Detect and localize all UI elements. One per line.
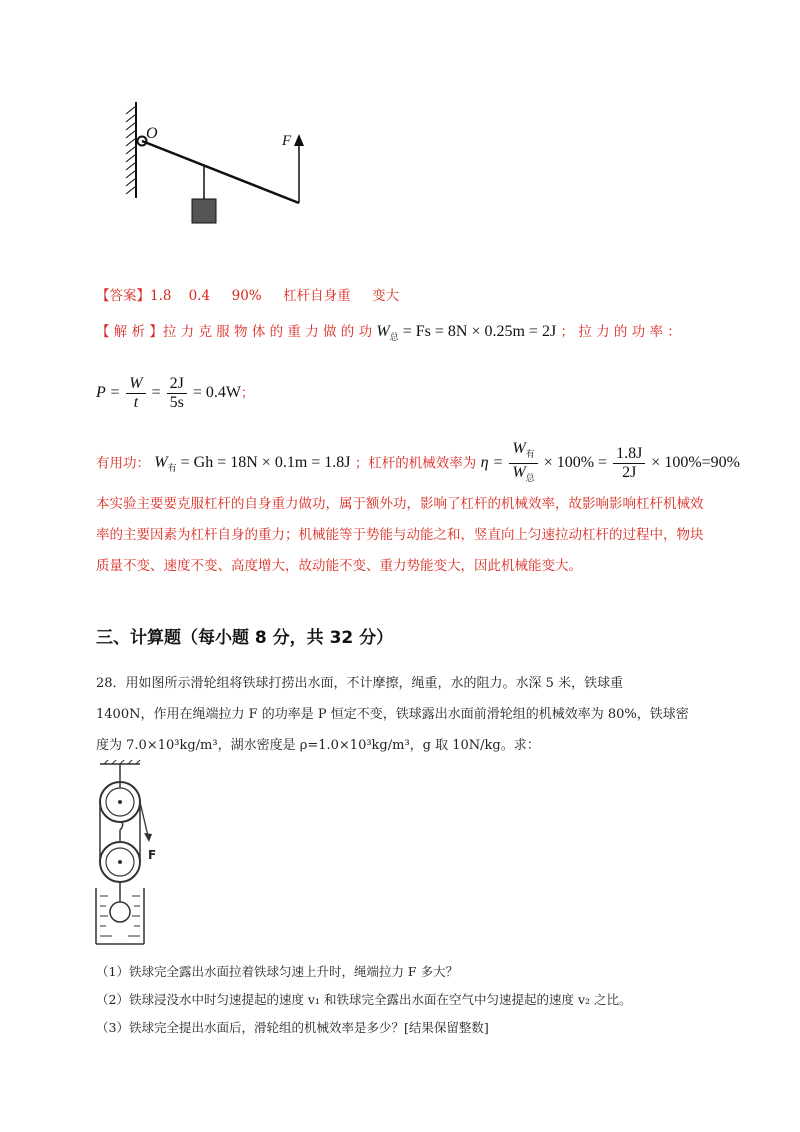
- pivot-label: O: [146, 125, 158, 142]
- efficiency-equation: η = $\frac{W_有}{W_总}$ × 100% = $\frac{1.8J}{2J}$ × 100%=90%: [480, 440, 740, 484]
- question-line-2: 1400N，作用在绳端拉力 F 的功率是 P 恒定不变，铁球露出水面前滑轮组的机械效率为 80%，铁球密: [96, 707, 689, 722]
- answer-value-4: 杠杆自身重: [283, 288, 351, 304]
- sub-question-2: （2）铁球浸没水中时匀速提起的速度 v₁ 和铁球完全露出水面在空气中匀速提起的速度 v₂ 之比。: [96, 992, 632, 1007]
- answer-value-1: 1.8: [150, 288, 172, 304]
- analysis-power-text: ； 拉 力 的 功 率 ：: [560, 324, 681, 340]
- answer-value-3: 90%: [231, 288, 262, 304]
- answer-value-5: 变大: [372, 288, 400, 304]
- pulley-figure: [92, 760, 162, 950]
- question-line-3: 度为 7.0×10³kg/m³，湖水密度是 ρ=1.0×10³kg/m³，g 取 10N/kg。求：: [96, 738, 540, 753]
- efficiency-line: [96, 440, 740, 487]
- lever-figure: [122, 100, 322, 235]
- sub-question-1: （1）铁球完全露出水面拉着铁球匀速上升时，绳端拉力 F 多大？: [96, 964, 459, 979]
- force-label: F: [282, 133, 292, 149]
- work-total-equation: $W_总 = Fs = 8N \times 0.25m = 2J$: [376, 323, 557, 343]
- section-heading: 三、计算题（每小题 8 分，共 32 分）: [96, 628, 394, 648]
- analysis-work-text: 拉 力 克 服 物 体 的 重 力 做 的 功: [162, 324, 373, 340]
- analysis-paragraph: 本实验主要要克服杠杆的自身重力做功，属于额外功，影响了杠杆的机械效率，故影响影响杠杆机械效率的主要因素为杠杆自身的重力；机械能等于势能与动能之和，竖直向上匀速拉动杠杆的过程中，物块质量不变、速度不变、高度增大，故动能不变、重力势能变大，因此机械能变大。: [96, 496, 704, 574]
- answer-line: [96, 284, 399, 304]
- useful-work-equation: $W_有 = Gh = 18N \times 0.1m = 1.8J$: [154, 454, 351, 474]
- question-line-1: 28．用如图所示滑轮组将铁球打捞出水面，不计摩擦，绳重，水的阻力。水深 5 米，铁球重: [96, 676, 624, 691]
- pulley-force-label: F: [148, 848, 157, 862]
- useful-work-label: 有用功：: [96, 455, 150, 472]
- analysis-line-1: [96, 320, 681, 343]
- sub-question-3: （3）铁球完全提出水面后，滑轮组的机械效率是多少？[结果保留整数]: [96, 1020, 489, 1035]
- power-formula: P = $\frac{W}{t}$ = $\frac{2J}{5s}$ = 0.4W；: [96, 375, 255, 411]
- answer-value-2: 0.4: [188, 288, 211, 304]
- analysis-tag: 【 解 析 】: [96, 324, 163, 340]
- question-text: [96, 668, 716, 761]
- total-subscript: 总: [389, 332, 399, 343]
- power-fraction-symbolic: $\frac{W}{t}$: [126, 375, 145, 412]
- efficiency-label: ；杠杆的机械效率为: [354, 455, 477, 472]
- power-fraction-numeric: $\frac{2J}{5s}$: [167, 375, 187, 412]
- answer-tag: 【答案】: [96, 288, 150, 304]
